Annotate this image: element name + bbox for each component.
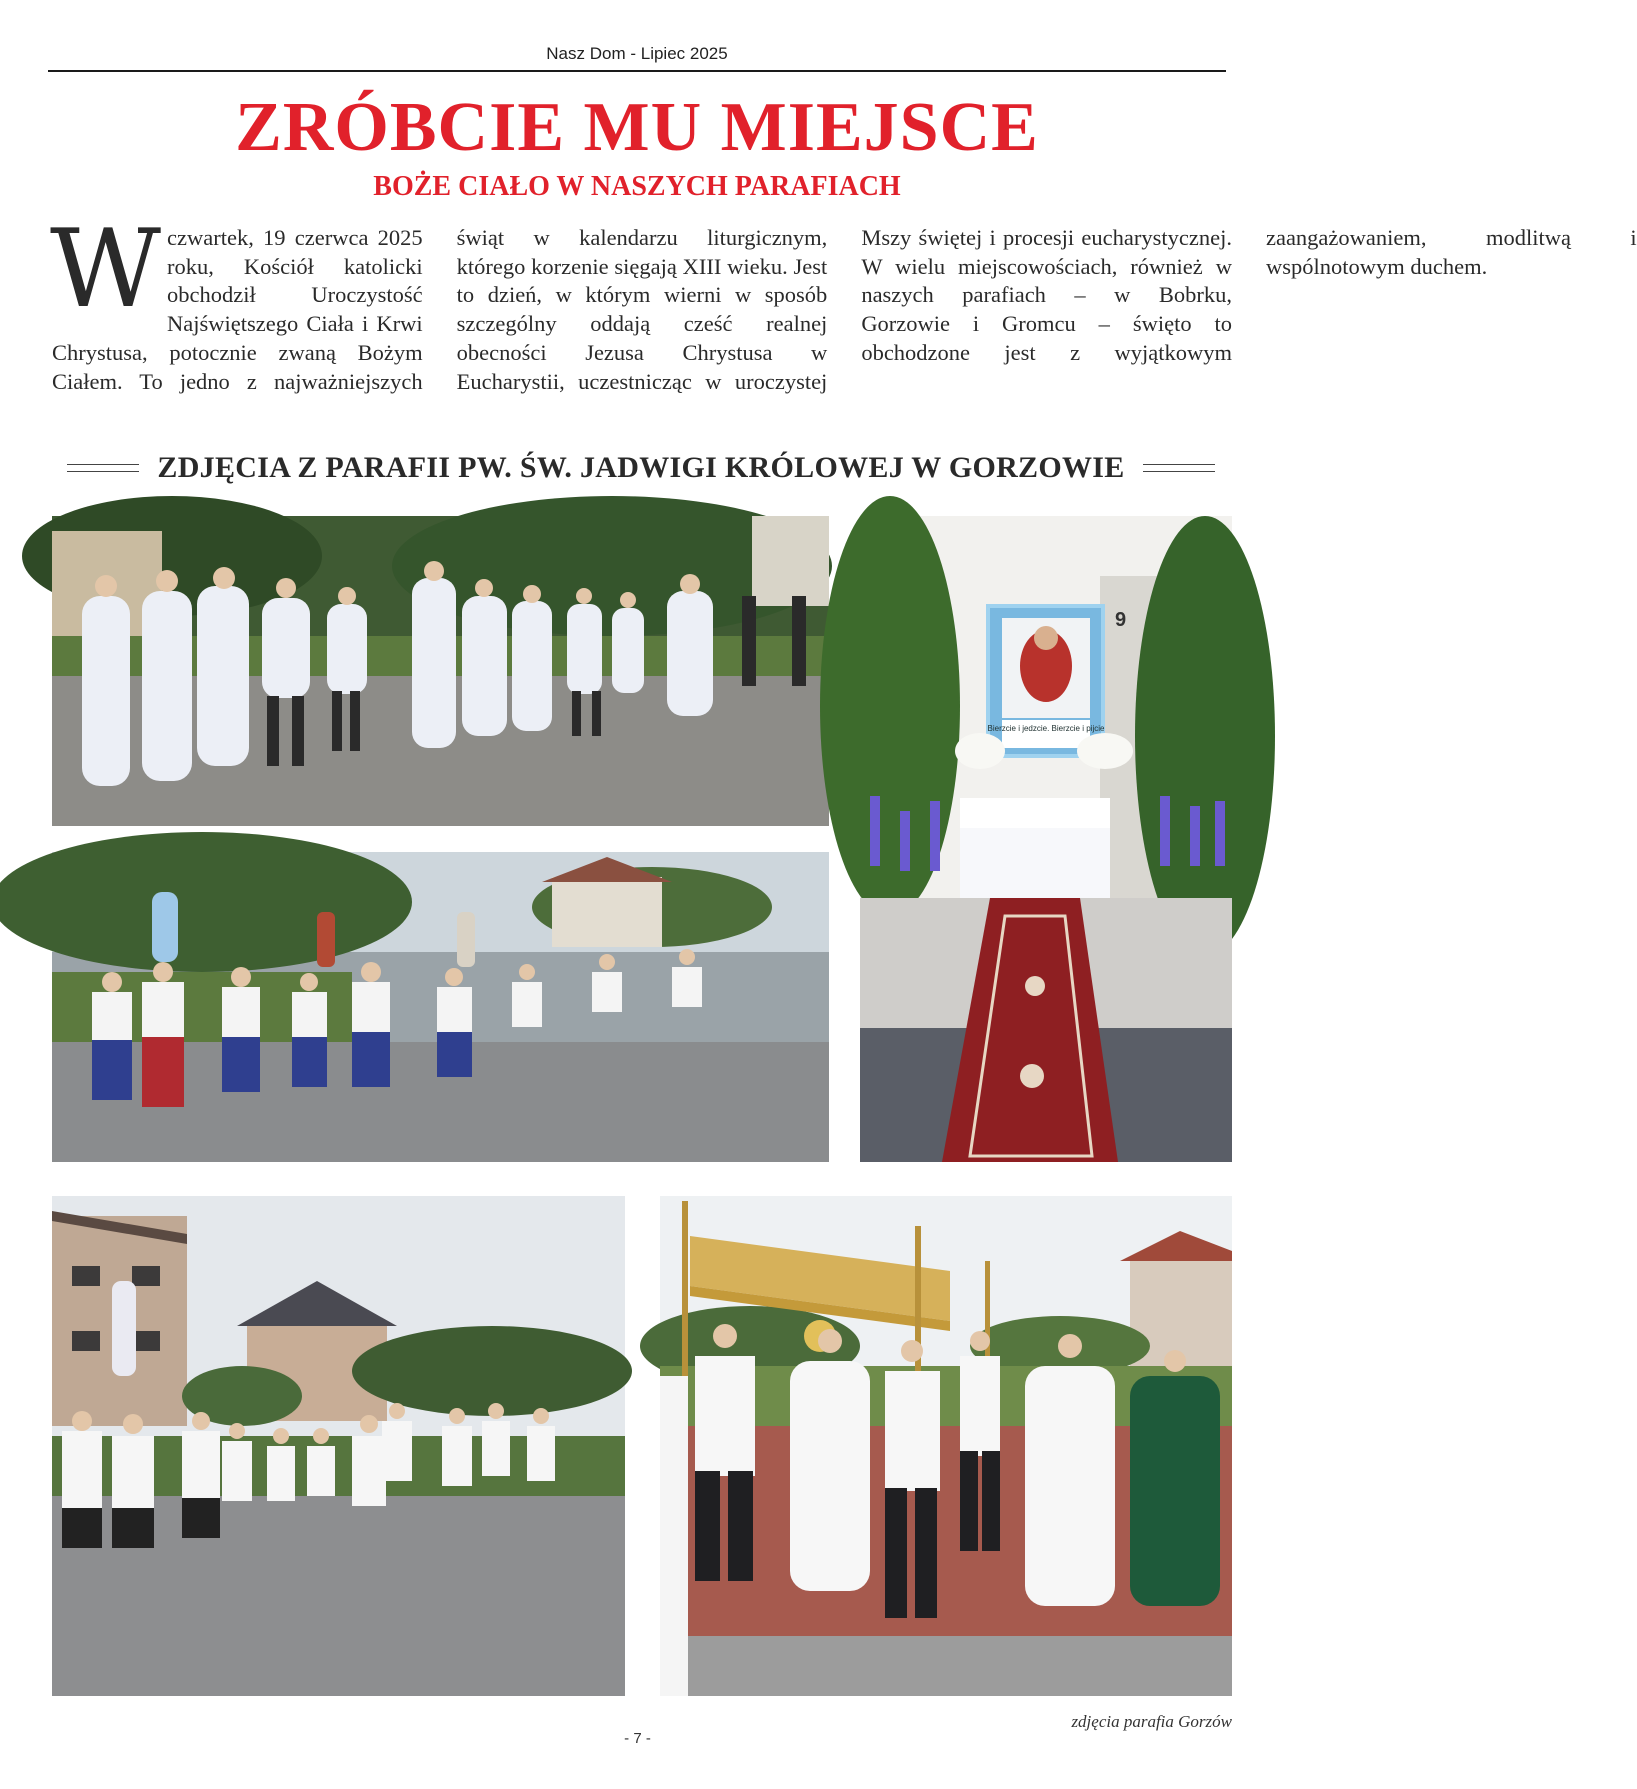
article-body-text: czwartek, 19 czerwca 2025 roku, Kościół katolicki obchodził Uroczystość Najświętszego Ciała i Krwi Chrystusa, potocznie zwaną Bożym Ciałem. To jedno z najważniejszych świąt w kalendarzu liturgicznym, którego korzenie sięgają XIII wieku. Jest to dzień, w którym wierni w sposób szczególny oddają cześć realnej obecności Jezusa Chrystusa w Eucharystii, uczestnicząc w uroczystej Mszy świętej i procesji eucharystycznej. W wielu miejscowościach, również w naszych parafiach – w Bobrku, Gorzowie i Gromcu – święto to obchodzone jest z wyjątkowym zaangażowaniem, modlitwą i wspólnotowym duchem. xyxy=(52,225,1637,394)
section-title: ZDJĘCIA Z PARAFII PW. ŚW. JADWIGI KRÓLOWEJ W GORZOWIE xyxy=(157,451,1125,484)
photo-altar-sacred-heart xyxy=(860,516,1232,1162)
photo-procession-folk-costumes xyxy=(52,852,829,1162)
altar-banner-text: Bierzcie i jedzcie. Bierzcie i pijcie xyxy=(987,724,1105,733)
page-number: - 7 - xyxy=(624,1730,651,1747)
article-subtitle: BOŻE CIAŁO W NASZYCH PARAFIACH xyxy=(373,171,901,202)
photo-procession-altar-servers xyxy=(52,516,829,826)
house-number: 9 xyxy=(1115,609,1127,631)
running-head: Nasz Dom - Lipiec 2025 xyxy=(546,44,728,63)
header-rule xyxy=(48,70,1226,72)
section-rule-left xyxy=(67,464,139,472)
article-body xyxy=(50,207,1637,400)
section-rule-right xyxy=(1143,464,1215,472)
photo-monstrance-canopy xyxy=(660,1196,1232,1696)
article-title: ZRÓBCIE MU MIEJSCE xyxy=(235,89,1039,166)
photo-procession-children xyxy=(52,1196,625,1696)
section-heading xyxy=(52,448,1230,488)
drop-cap: W xyxy=(50,207,162,332)
photo-credit: zdjęcia parafia Gorzów xyxy=(1071,1712,1232,1731)
